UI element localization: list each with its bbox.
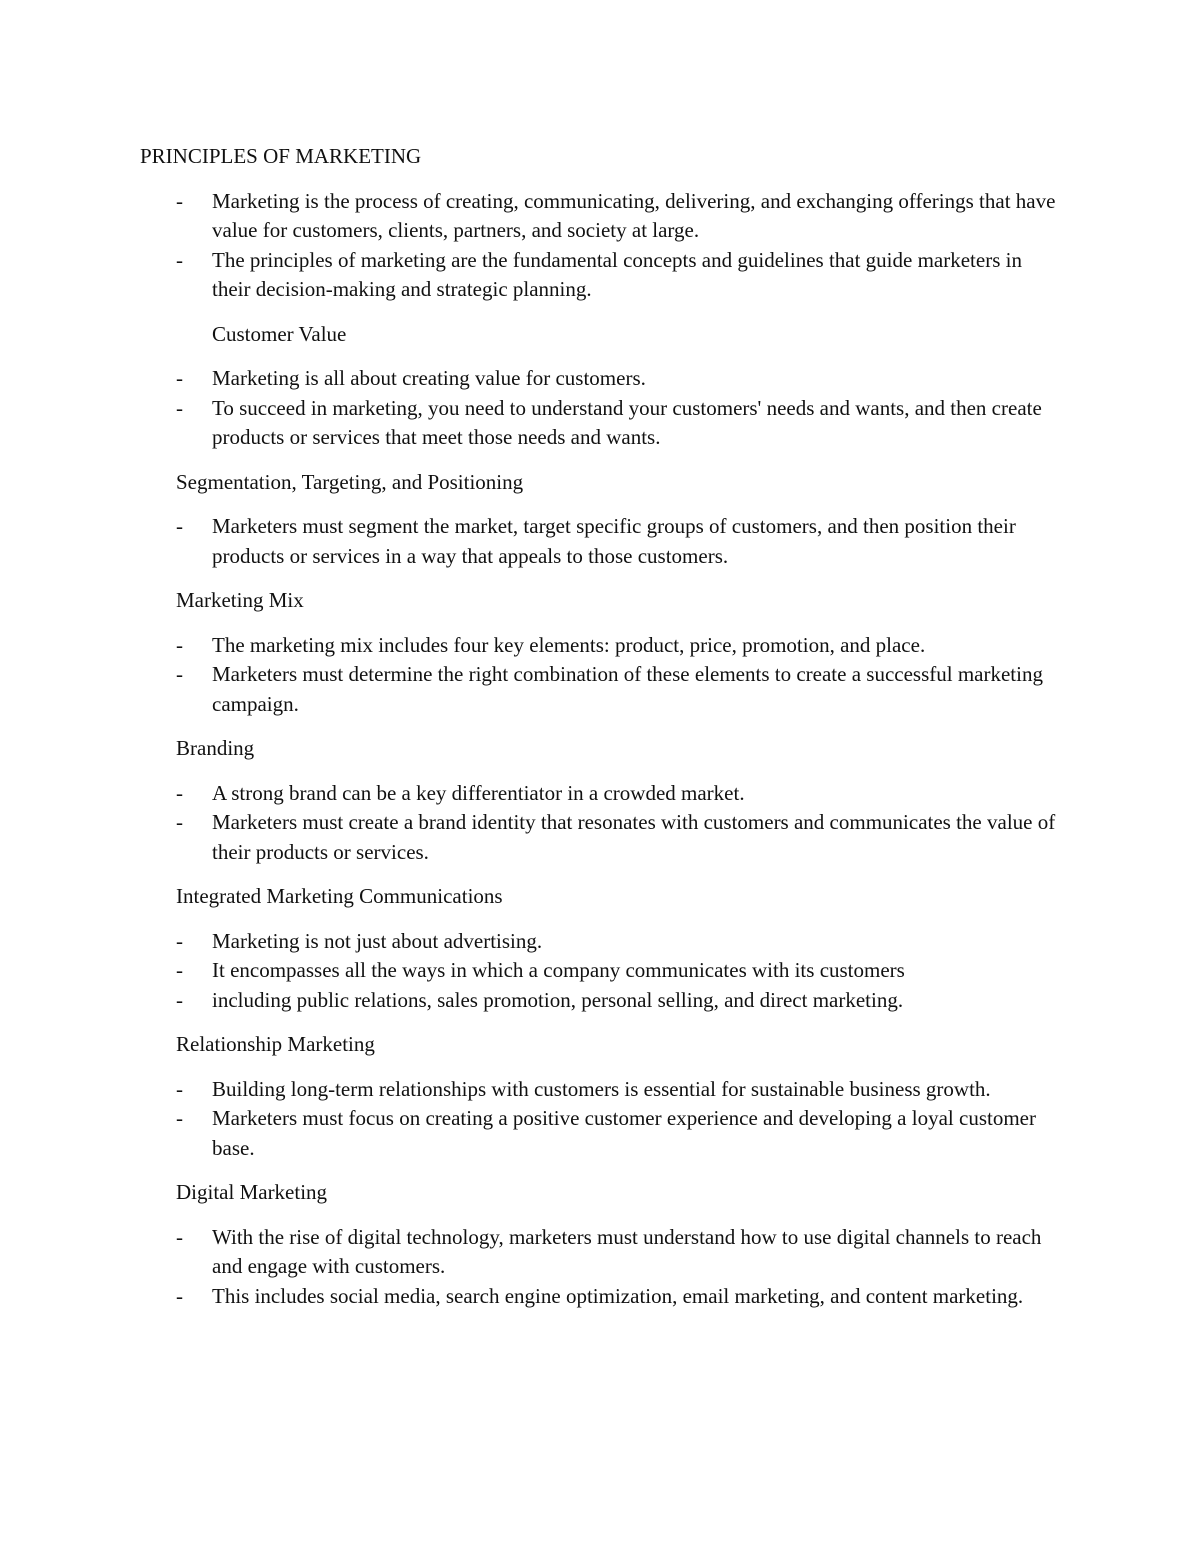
- list-item: [140, 927, 1060, 957]
- list-item-text: With the rise of digital technology, marketers must understand how to use digital channels to reach and engage with customers.: [212, 1224, 1042, 1278]
- list-item-text: Marketing is all about creating value for customers.: [212, 366, 646, 390]
- list-item-text: The marketing mix includes four key elements: product, price, promotion, and place.: [212, 632, 926, 657]
- list-item-text: It encompasses all the ways in which a company communicates with its customers: [212, 958, 905, 982]
- section-list-branding: [140, 779, 1060, 868]
- list-item-text: Marketers must create a brand identity that resonates with customers and communicates the value of their products or services.: [212, 810, 1056, 864]
- list-item: [140, 1104, 1060, 1163]
- section-list-relationship-marketing: [140, 1075, 1060, 1164]
- section-heading-digital-marketing: Digital Marketing: [176, 1180, 328, 1204]
- bullet-marker: -: [176, 632, 183, 657]
- section-list-customer-value: [140, 364, 1060, 453]
- list-item-text: Marketers must determine the right combination of these elements to create a successful marketing campaign.: [212, 662, 1043, 716]
- bullet-marker: -: [176, 958, 183, 982]
- bullet-marker: -: [176, 928, 183, 953]
- bullet-marker: -: [176, 780, 183, 805]
- list-item: [140, 986, 1060, 1016]
- list-item: [140, 660, 1060, 719]
- section-heading-customer-value: Customer Value: [212, 321, 347, 346]
- bullet-marker: -: [176, 662, 183, 686]
- list-item-text: Marketers must segment the market, target specific groups of customers, and then position their products or services in a way that appeals to those customers.: [212, 514, 1016, 568]
- bullet-marker: -: [176, 395, 183, 420]
- bullet-marker: -: [176, 1106, 183, 1130]
- list-item-text: Marketers must focus on creating a positive customer experience and developing a loyal customer base.: [212, 1106, 1036, 1160]
- section-heading-imc: Integrated Marketing Communications: [176, 884, 503, 908]
- bullet-marker: -: [176, 1224, 183, 1249]
- list-item: [140, 394, 1060, 453]
- document-body: [140, 142, 1060, 1326]
- section-list-imc: [140, 927, 1060, 1016]
- list-item: [140, 246, 1060, 305]
- bullet-marker: -: [176, 810, 183, 834]
- page-title: PRINCIPLES OF MARKETING: [140, 144, 422, 168]
- list-item: [140, 187, 1060, 246]
- list-item-text: Marketing is the process of creating, communicating, delivering, and exchanging offerings that have value for customers, clients, partners, and society at large.: [212, 188, 1056, 242]
- bullet-marker: -: [176, 514, 183, 538]
- list-item: [140, 512, 1060, 571]
- section-list-digital-marketing: [140, 1223, 1060, 1312]
- bullet-marker: -: [176, 1283, 183, 1308]
- bullet-marker: -: [176, 1076, 183, 1101]
- bullet-marker: -: [176, 987, 183, 1012]
- section-heading-marketing-mix: Marketing Mix: [176, 588, 304, 612]
- list-item-text: Marketing is not just about advertising.: [212, 928, 543, 953]
- bullet-marker: -: [176, 366, 183, 390]
- list-item: [140, 1223, 1060, 1282]
- list-item-text: A strong brand can be a key differentiator in a crowded market.: [212, 780, 745, 805]
- section-heading-branding: Branding: [176, 736, 255, 760]
- list-item: [140, 1282, 1060, 1312]
- intro-list: [140, 187, 1060, 305]
- section-heading-relationship-marketing: Relationship Marketing: [176, 1032, 375, 1056]
- list-item: [140, 956, 1060, 986]
- list-item-text: The principles of marketing are the fundamental concepts and guidelines that guide marketers in their decision-making and strategic planning.: [212, 247, 1022, 301]
- list-item: [140, 779, 1060, 809]
- list-item-text: Building long-term relationships with customers is essential for sustainable business growth.: [212, 1076, 991, 1101]
- list-item: [140, 1075, 1060, 1105]
- section-list-marketing-mix: [140, 631, 1060, 720]
- section-heading-stp: Segmentation, Targeting, and Positioning: [176, 469, 524, 494]
- list-item-text: This includes social media, search engine optimization, email marketing, and content marketing.: [212, 1283, 1024, 1308]
- bullet-marker: -: [176, 188, 183, 213]
- list-item-text: To succeed in marketing, you need to understand your customers' needs and wants, and then create products or services that meet those needs and wants.: [212, 395, 1042, 449]
- list-item: [140, 808, 1060, 867]
- list-item-text: including public relations, sales promotion, personal selling, and direct marketing.: [212, 987, 904, 1012]
- list-item: [140, 631, 1060, 661]
- section-list-stp: [140, 512, 1060, 571]
- list-item: [140, 364, 1060, 394]
- bullet-marker: -: [176, 247, 183, 272]
